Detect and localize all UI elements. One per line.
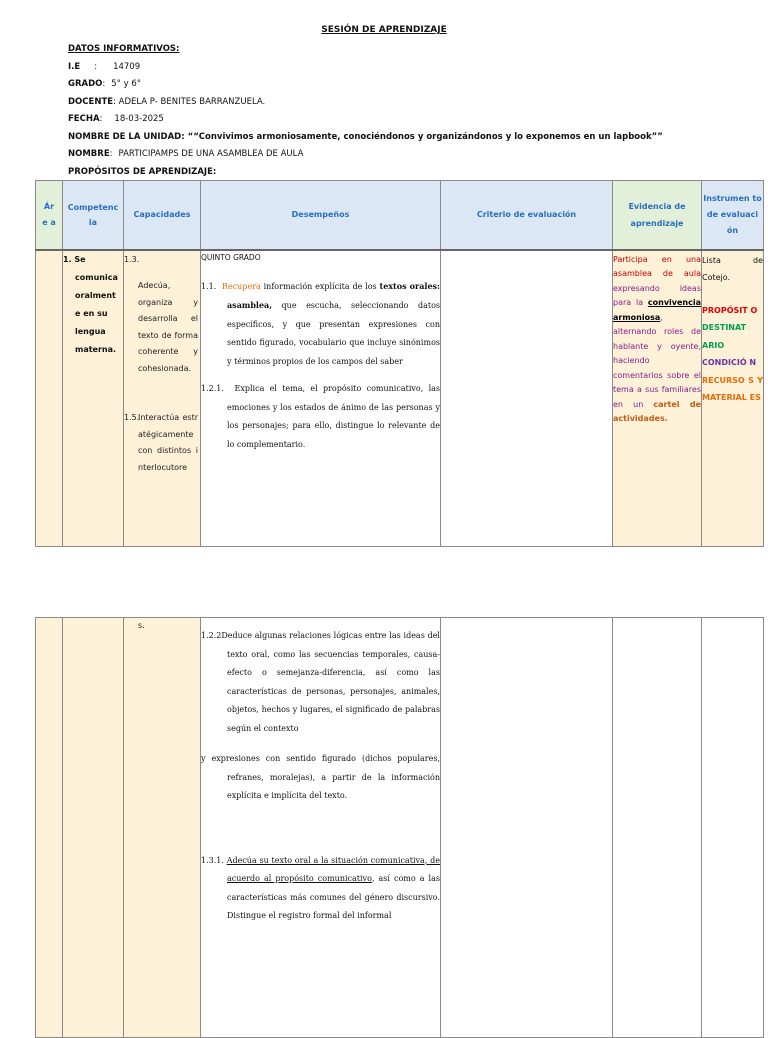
unidad-value: ““Convivimos armoniosamente, conociéndonos y organizándonos y lo exponemos en un lapbook”” [187,131,663,142]
nombre-label: NOMBRE [68,149,110,159]
table-row [36,250,764,547]
d1-orange: Recupera [221,281,261,291]
competencia-line: e en su [75,308,108,318]
grado-label: GRADO [68,79,103,89]
desempenos-cell [201,250,441,547]
fecha-value: 18-03-2025 [114,114,164,124]
d3-num: 1.2.2 [201,631,222,640]
instrumento-text: Lista de Cotejo. [702,255,763,282]
competencia-cell [63,250,124,547]
desempeno-4 [201,750,440,806]
ie-label: I.E [68,61,81,72]
d5-text: , así como a las características más comunes del género discursivo. Distingue el registro formal del informal [227,874,440,920]
docente-label: DOCENTE [68,96,114,107]
desempeno-5 [201,852,440,926]
competencia-line: oralment [75,290,116,300]
header-instrumento: Instrumen to de evaluaci ón [702,181,764,250]
cap-1-text: Adecúa, organiza y desarrolla el texto de forma coherente y cohesionada. [138,281,198,373]
criterio-cell [441,250,613,547]
capacidades-cell-cont [124,618,201,1038]
instrumento-item: RECURSO S Y MATERIAL ES [702,375,763,402]
area-cell [36,250,63,547]
evidencia-d: cartel de actividades. [613,399,702,423]
d2-num: 1.2.1. [201,384,224,393]
cap-2 [124,410,200,476]
instrumento-cell-cont [702,618,764,1038]
cap-2-cont: s. [138,621,145,630]
header-competencia: Competenc ia [63,181,124,250]
header-desempenos: Desempeños [201,181,441,250]
instrumento-item: DESTINAT ARIO [702,323,747,350]
area-cell-cont [36,618,63,1038]
competencia-line: 1. Se [63,254,86,264]
instrumento-items [702,302,763,407]
grado-text: QUINTO GRADO [201,252,261,262]
document-title: SESIÓN DE APRENDIZAJE [321,25,447,35]
header-evidencia: Evidencia de aprendizaje [613,181,702,250]
d1-b: que escucha, seleccionando datos específicos, y que presentan expresiones con sentido figurado, vocabulario que incluye sinónimos y términos propios de los campos del saber [227,301,441,366]
desempeno-3 [201,627,440,738]
d4-text: y expresiones con sentido figurado (dichos populares, refranes, moralejas), a partir de la información explícita e implícita del texto. [201,754,440,800]
evidencia-b1: convivencia [647,298,701,307]
header-capacidades: Capacidades [124,181,201,250]
grado-value: 5° y 6° [111,79,142,89]
table-header-row [36,181,764,250]
table-row [36,618,764,1038]
learning-table [35,180,764,547]
docente-value: ADELA P- BENITES BARRANZUELA. [118,96,266,107]
d2-text: Explica el tema, el propósito comunicativo, las emociones y los estados de ánimo de las personas y los personajes; para ello, distingue lo relevante de lo complementario. [227,384,440,449]
instrumento-item: PROPÓSIT O [702,305,758,315]
d5-num: 1.3.1. [201,855,224,865]
evidencia-c: , alternando roles de hablante y oyente, haciendo comentarios sobre el tema a sus familiares en un [613,312,701,409]
d1-bold: textos orales: asamblea, [227,280,440,310]
unidad-label: NOMBRE DE LA UNIDAD: [68,131,185,142]
d1-a: información explícita de los [263,281,377,291]
header-area: Ár e a [36,181,63,250]
competencia-line: comunica [75,272,118,282]
evidencia-a: expresando ideas para la [613,283,701,307]
competencia-cell-cont [63,618,124,1038]
ie-value: 14709 [113,61,141,72]
instrumento-cell [702,250,764,547]
competencia-line: lengua [75,326,106,336]
ie-sep: : [94,61,98,72]
desempeno-2 [201,380,440,454]
evidencia-red: Participa en una asamblea de aula [613,254,701,278]
evidencia-cell-cont [613,618,702,1038]
fecha-label: FECHA [68,114,100,124]
cap-2-text: Interactúa estratégicamente con distintos interlocutore [138,413,198,472]
evidencia-cell [613,250,702,547]
criterio-cell-cont [441,618,613,1038]
propositos-heading: PROPÓSITOS DE APRENDIZAJE: [68,166,217,177]
learning-table-continued [35,617,764,1038]
instrumento-item: CONDICIÓ N [702,358,757,367]
evidencia-b2: armoniosa [613,312,661,322]
header-criterio: Criterio de evaluación [441,181,613,250]
d5-underlined: Adecúa su texto oral a la situación comunicativa, de acuerdo al propósito comunicativo [226,855,440,883]
desempenos-cell-cont [201,618,441,1038]
cap-1-num: 1.3. [124,254,140,264]
datos-informativos: DATOS INFORMATIVOS: I.E : 14709 GRADO: 5° y 6° DOCENTE: ADELA P- BENITES BARRANZUELA. FECHA: 18-03-2025 NOMBRE DE LA UNIDAD: ““Convivimos armoniosamente, conociéndonos y organizándonos y lo exponemos en un lapbook”” NOMBRE: PARTICIPAMPS DE UNA ASAMBLEA DE AULA PROPÓSITOS DE APRENDIZAJE: [68,44,663,177]
nombre-value: PARTICIPAMPS DE UNA ASAMBLEA DE AULA [118,149,304,159]
competencia-line: materna. [75,344,117,354]
desempeno-1 [201,277,440,372]
d3-text: Deduce algunas relaciones lógicas entre las ideas del texto oral, como las secuencias temporales, causa-efecto o semejanza-diferencia, así como las características de personas, personajes, animales, objetos, hechos y lugares, el significado de palabras según el contexto [221,631,440,733]
cap-2-num: 1.5. [124,413,140,422]
capacidades-cell [124,250,201,547]
datos-heading: DATOS INFORMATIVOS: [68,44,180,54]
d1-num: 1.1. [201,281,217,291]
